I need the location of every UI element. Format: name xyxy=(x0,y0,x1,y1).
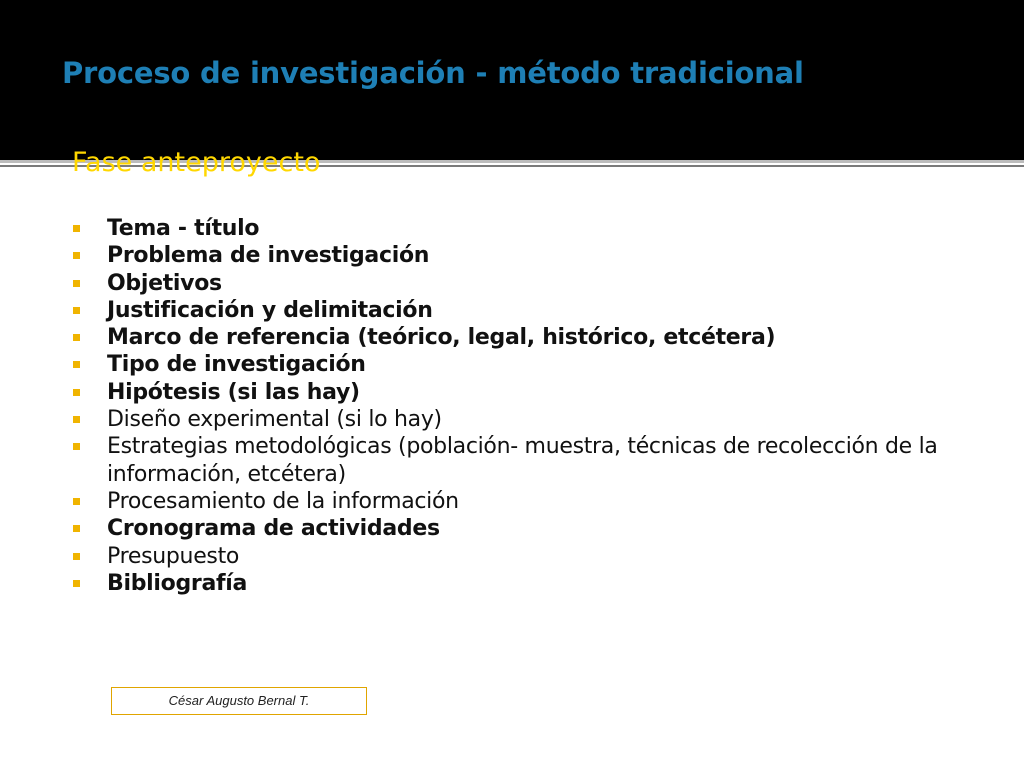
list-item xyxy=(73,379,973,406)
author-credit-text: César Augusto Bernal T. xyxy=(168,693,310,708)
square-bullet-icon xyxy=(73,553,80,560)
square-bullet-icon xyxy=(73,361,80,368)
list-item xyxy=(73,433,973,488)
square-bullet-icon xyxy=(73,525,80,532)
list-item-text: Estrategias metodológicas (población- muestra, técnicas de recolección de la información, etcétera) xyxy=(107,434,938,487)
square-bullet-icon xyxy=(73,334,80,341)
list-item-text: Marco de referencia (teórico, legal, histórico, etcétera) xyxy=(107,325,776,351)
square-bullet-icon xyxy=(73,252,80,259)
list-item-text: Objetivos xyxy=(107,270,222,296)
square-bullet-icon xyxy=(73,225,80,232)
list-item-text: Hipótesis (si las hay) xyxy=(107,379,360,405)
square-bullet-icon xyxy=(73,498,80,505)
list-item-text: Presupuesto xyxy=(107,543,240,569)
list-item xyxy=(73,215,973,242)
square-bullet-icon xyxy=(73,389,80,396)
list-item xyxy=(73,515,973,542)
square-bullet-icon xyxy=(73,416,80,423)
list-item-text: Problema de investigación xyxy=(107,243,430,269)
list-item xyxy=(73,324,973,351)
bullet-list xyxy=(73,215,973,597)
list-item xyxy=(73,406,973,433)
list-item xyxy=(73,351,973,378)
list-item-text: Justificación y delimitación xyxy=(107,297,433,323)
list-item-text: Tipo de investigación xyxy=(107,352,366,378)
list-item-text: Diseño experimental (si lo hay) xyxy=(107,407,442,433)
list-item xyxy=(73,242,973,269)
list-item xyxy=(73,270,973,297)
slide-title: Proceso de investigación - método tradicional xyxy=(62,56,804,90)
list-item-text: Bibliografía xyxy=(107,570,248,596)
square-bullet-icon xyxy=(73,443,80,450)
list-item xyxy=(73,570,973,597)
list-item-text: Tema - título xyxy=(107,216,260,241)
square-bullet-icon xyxy=(73,307,80,314)
author-credit-box xyxy=(111,687,367,715)
list-item xyxy=(73,488,973,515)
list-item-text: Procesamiento de la información xyxy=(107,488,459,514)
title-bar xyxy=(0,0,1024,160)
list-item-text: Cronograma de actividades xyxy=(107,516,440,542)
square-bullet-icon xyxy=(73,580,80,587)
slide-subtitle: Fase anteproyecto xyxy=(72,147,321,178)
list-item xyxy=(73,297,973,324)
square-bullet-icon xyxy=(73,280,80,287)
list-item xyxy=(73,543,973,570)
